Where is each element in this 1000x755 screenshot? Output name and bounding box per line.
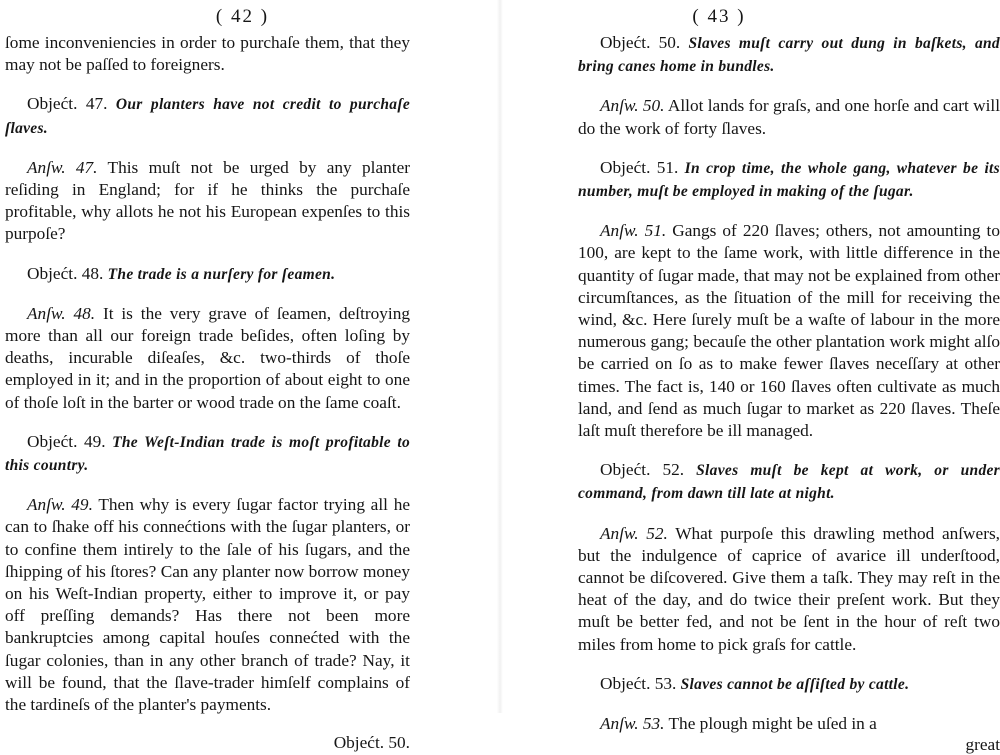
objection-text: Slaves muſt be kept at work, or under command, from dawn till late at night.: [578, 462, 1000, 503]
answer-text: The plough might be uſed in a: [668, 714, 877, 734]
answer-text: Allot lands for graſs, and one horſe and cart will do the work of forty ſlaves.: [578, 96, 1000, 138]
answer-label: Anſw. 48.: [27, 303, 96, 323]
objection-52: [578, 459, 1000, 505]
objection-text: Slaves cannot be aſſiſted by cattle.: [680, 675, 910, 693]
answer-51: [578, 220, 1000, 442]
objection-47: [5, 93, 410, 139]
objection-label: Objećt. 48.: [27, 263, 104, 283]
page-number-left: ( 42 ): [215, 6, 270, 27]
objection-text: The trade is a nurſery for ſeamen.: [107, 265, 336, 283]
answer-50: [578, 95, 1000, 139]
objection-label: Objećt. 51.: [600, 157, 679, 177]
answer-label: Anſw. 52.: [600, 523, 668, 543]
answer-text: Then why is every ſugar factor trying all he can to ſhake off his connećtions with the ſugar planters, or to confine them intirely to the ſale of his ſugars, and the ſhipping of his ſtores? Can any planter now borrow money on his Weſt-Indian property, either to improve it, or pay off preſſing demands? Has there not been more bankruptcies among capital houſes connećted with the ſugar colonies, than in any other branch of trade? Nay, it will be found, that the ſlave-trader himſelf complains of the tardineſs of the planter's payments.: [5, 495, 410, 715]
objection-49: [5, 431, 410, 477]
objection-text: In crop time, the whole gang, whatever be its number, muſt be employed in making of the ſugar.: [578, 159, 1000, 201]
answer-label: Anſw. 53.: [600, 714, 665, 734]
answer-49: [5, 494, 410, 716]
left-page: [0, 0, 500, 753]
objection-label: Objećt. 52.: [600, 460, 685, 480]
objection-label: Objećt. 47.: [27, 94, 108, 114]
objection-label: Objećt. 53.: [600, 673, 677, 693]
objection-51: [578, 157, 1000, 203]
answer-label: Anſw. 50.: [600, 96, 665, 116]
catchword-right: great: [965, 735, 1000, 755]
answer-53: [578, 713, 1000, 735]
page-number-right: ( 43 ): [692, 6, 746, 27]
objection-text: Slaves muſt carry out dung in baſkets, and bring canes home in bundles.: [578, 35, 1000, 76]
objection-text: Our planters have not credit to purchaſe ſlaves.: [5, 96, 410, 137]
answer-text: What purpoſe this drawling method anſwers, but the indulgence of caprice of avarice ill underſtood, cannot be diſcovered. Give them a taſk. They may reſt in the heat of the day, and do twice their preſent work. But they muſt be better fed, and not be ſent in the hour of reſt two miles from home to pick graſs for cattle.: [578, 523, 1000, 654]
catchword-left: Objećt. 50.: [333, 733, 410, 753]
continuation-paragraph: ſome inconveniencies in order to purchaſe them, that they may not be paſſed to foreigners.: [5, 33, 410, 75]
answer-48: [5, 303, 410, 414]
answer-label: Anſw. 51.: [600, 221, 667, 241]
objection-label: Objećt. 50.: [600, 33, 681, 52]
objection-53: [578, 673, 1000, 696]
answer-text: This muſt not be urged by any planter reſiding in England; for if he thinks the purchaſe profitable, why allots he not his European expenſes to this purpoſe?: [5, 157, 410, 244]
answer-label: Anſw. 49.: [27, 495, 93, 515]
objection-text: The Weſt-Indian trade is moſt profitable to this country.: [5, 433, 410, 475]
answer-text: Gangs of 220 ſlaves; others, not amounting to 100, are kept to the ſame work, with little difference in the quantity of ſugar made, that may not be explained from other circumſtances, as the ſituation of the mill for receiving the wind, &c. Here ſurely muſt be a waſte of labour in the more numerous gang; becauſe the other plantation work might alſo be carried on ſo as to make fewer ſlaves neceſſary at other times. The fact is, 140 or 160 ſlaves often cultivate as much land, and ſend as much ſugar to market as 220 ſlaves. Theſe laſt muſt therefore be ill managed.: [578, 221, 1000, 441]
objection-48: [5, 263, 410, 286]
objection-50: [578, 32, 1000, 78]
objection-label: Objećt. 49.: [27, 431, 106, 451]
answer-52: [578, 523, 1000, 656]
right-page: [500, 0, 1000, 755]
answer-47: [5, 157, 410, 246]
answer-text: It is the very grave of ſeamen, deſtroying more than all our foreign trade beſides, often loſing by deaths, incurable diſeaſes, &c. two-thirds of thoſe employed in it; and in the proportion of about eight to one of thoſe loſt in the barter or wood trade on the ſame coaſt.: [5, 303, 411, 412]
answer-label: Anſw. 47.: [27, 157, 98, 177]
